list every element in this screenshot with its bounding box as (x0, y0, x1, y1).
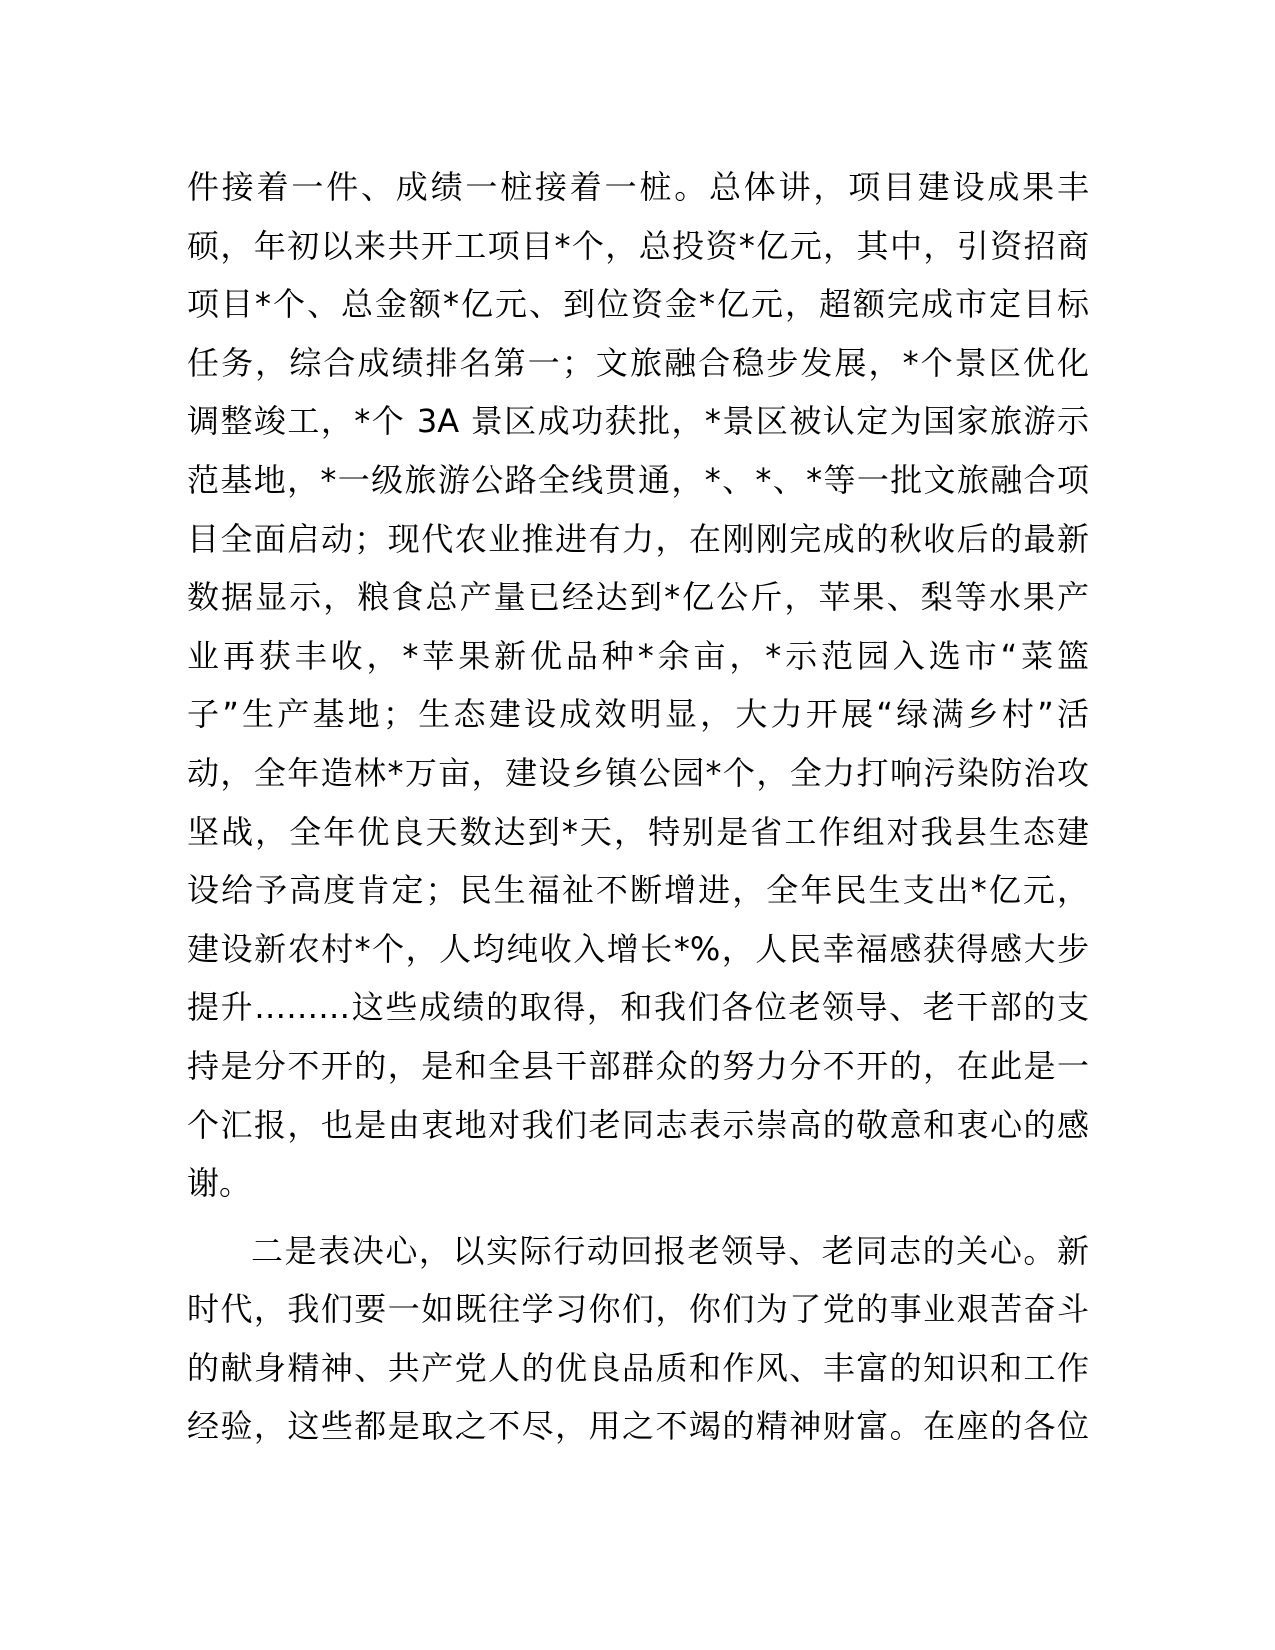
text-line: 提升………这些成绩的取得，和我们各位老领导、老干部的支 (187, 988, 1089, 1027)
text-line: 范基地，*一级旅游公路全线贯通，*、*、*等一批文旅融合项 (187, 460, 1089, 499)
text-line: 数据显示，粮食总产量已经达到*亿公斤，苹果、梨等水果产 (187, 578, 1089, 617)
text-line: 坚战，全年优良天数达到*天，特别是省工作组对我县生态建 (187, 812, 1089, 851)
text-line: 硕，年初以来共开工项目*个，总投资*亿元，其中，引资招商 (187, 226, 1089, 265)
text-line: 子”生产基地；生态建设成效明显，大力开展“绿满乡村”活 (187, 695, 1089, 734)
text-line: 经验，这些都是取之不尽，用之不竭的精神财富。在座的各位 (187, 1407, 1089, 1446)
text-line: 件接着一件、成绩一桩接着一桩。总体讲，项目建设成果丰 (187, 168, 1089, 206)
text-line: 调整竣工，*个 3A 景区成功获批，*景区被认定为国家旅游示 (187, 402, 1089, 441)
text-line: 目全面启动；现代农业推进有力，在刚刚完成的秋收后的最新 (187, 519, 1089, 558)
text-line: 时代，我们要一如既往学习你们，你们为了党的事业艰苦奋斗 (187, 1290, 1089, 1329)
text-line: 谢。 (187, 1164, 252, 1203)
text-line: 建设新农村*个，人均纯收入增长*%，人民幸福感获得感大步 (187, 929, 1089, 968)
text-line: 持是分不开的，是和全县干部群众的努力分不开的，在此是一 (187, 1046, 1089, 1085)
text-line: 二是表决心，以实际行动回报老领导、老同志的关心。新 (251, 1231, 1089, 1270)
text-line: 个汇报，也是由衷地对我们老同志表示崇高的敬意和衷心的感 (187, 1105, 1089, 1144)
text-line: 设给予高度肯定；民生福祉不断增进，全年民生支出*亿元， (187, 871, 1089, 910)
paragraph-resolution (187, 1222, 1089, 1456)
text-line: 的献身精神、共产党人的优良品质和作风、丰富的知识和工作 (187, 1348, 1089, 1387)
text-line: 业再获丰收，*苹果新优品种*余亩，*示范园入选市“菜篮 (187, 636, 1089, 675)
text-line: 任务，综合成绩排名第一；文旅融合稳步发展，*个景区优化 (187, 343, 1089, 382)
text-line: 动，全年造林*万亩，建设乡镇公园*个，全力打响污染防治攻 (187, 753, 1089, 792)
text-line: 项目*个、总金额*亿元、到位资金*亿元，超额完成市定目标 (187, 285, 1089, 324)
paragraph-spacer (187, 1213, 1089, 1222)
document-body (187, 158, 1089, 1456)
paragraph-achievements (187, 158, 1089, 1213)
